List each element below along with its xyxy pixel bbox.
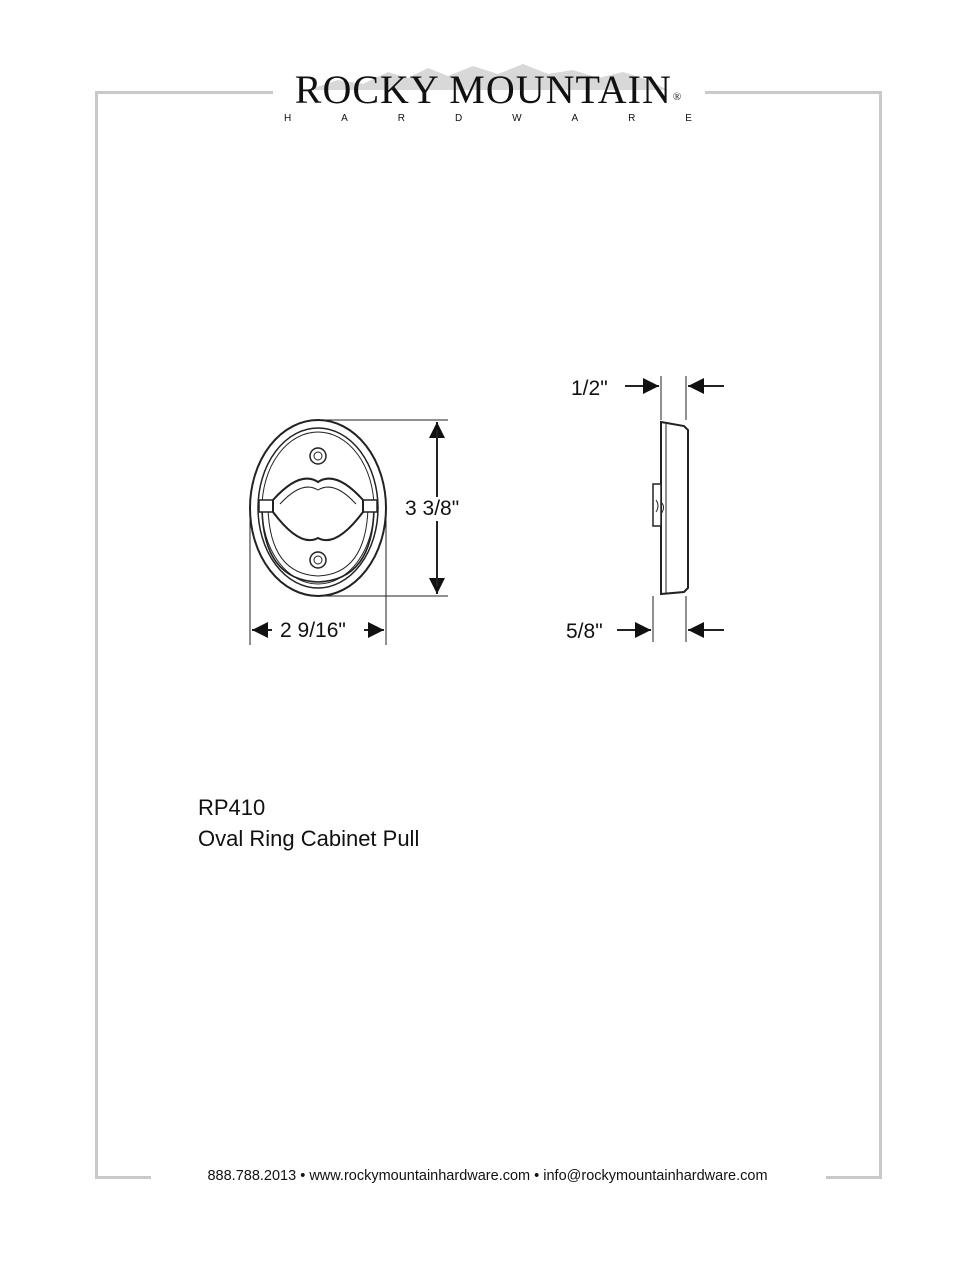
brand-subtitle-letter: R (628, 113, 636, 124)
screw-top-inner (314, 452, 322, 460)
center-boss (273, 479, 363, 541)
product-sku: RP410 (198, 795, 266, 820)
footer-contact (0, 1168, 975, 1184)
registered-mark: ® (672, 91, 682, 103)
product-title: Oval Ring Cabinet Pull (198, 826, 420, 851)
brand-subtitle-letter: A (571, 113, 579, 124)
brand-name-text: ROCKY MOUNTAIN (294, 67, 672, 112)
footer-website[interactable]: www.rockymountainhardware.com (309, 1168, 531, 1184)
side-view (653, 422, 688, 594)
depth-top-label: 1/2" (571, 377, 608, 400)
brand-subtitle-letter: D (454, 113, 463, 124)
side-ring-bracket (653, 484, 661, 526)
product-info (198, 792, 419, 854)
front-view (250, 420, 386, 596)
footer-separator: • (534, 1168, 544, 1184)
footer-separator: • (300, 1168, 310, 1184)
height-label: 3 3/8" (405, 497, 460, 520)
side-profile (661, 422, 688, 594)
brand-subtitle-letter: W (512, 113, 522, 124)
width-label: 2 9/16" (280, 619, 346, 642)
depth-bottom-dimension (617, 596, 724, 642)
screw-bottom-inner (314, 556, 322, 564)
screw-top (310, 448, 326, 464)
depth-top-dimension (625, 376, 724, 420)
depth-bottom-label: 5/8" (566, 620, 603, 643)
brand-subtitle-letter: E (685, 113, 692, 124)
footer-phone: 888.788.2013 (207, 1168, 297, 1184)
brand-subtitle-letter: A (341, 113, 348, 124)
brand-subtitle-letter: R (397, 113, 406, 124)
screw-bottom (310, 552, 326, 568)
brand-subtitle-letter: H (284, 113, 292, 124)
footer-email[interactable]: info@rockymountainhardware.com (543, 1168, 768, 1184)
